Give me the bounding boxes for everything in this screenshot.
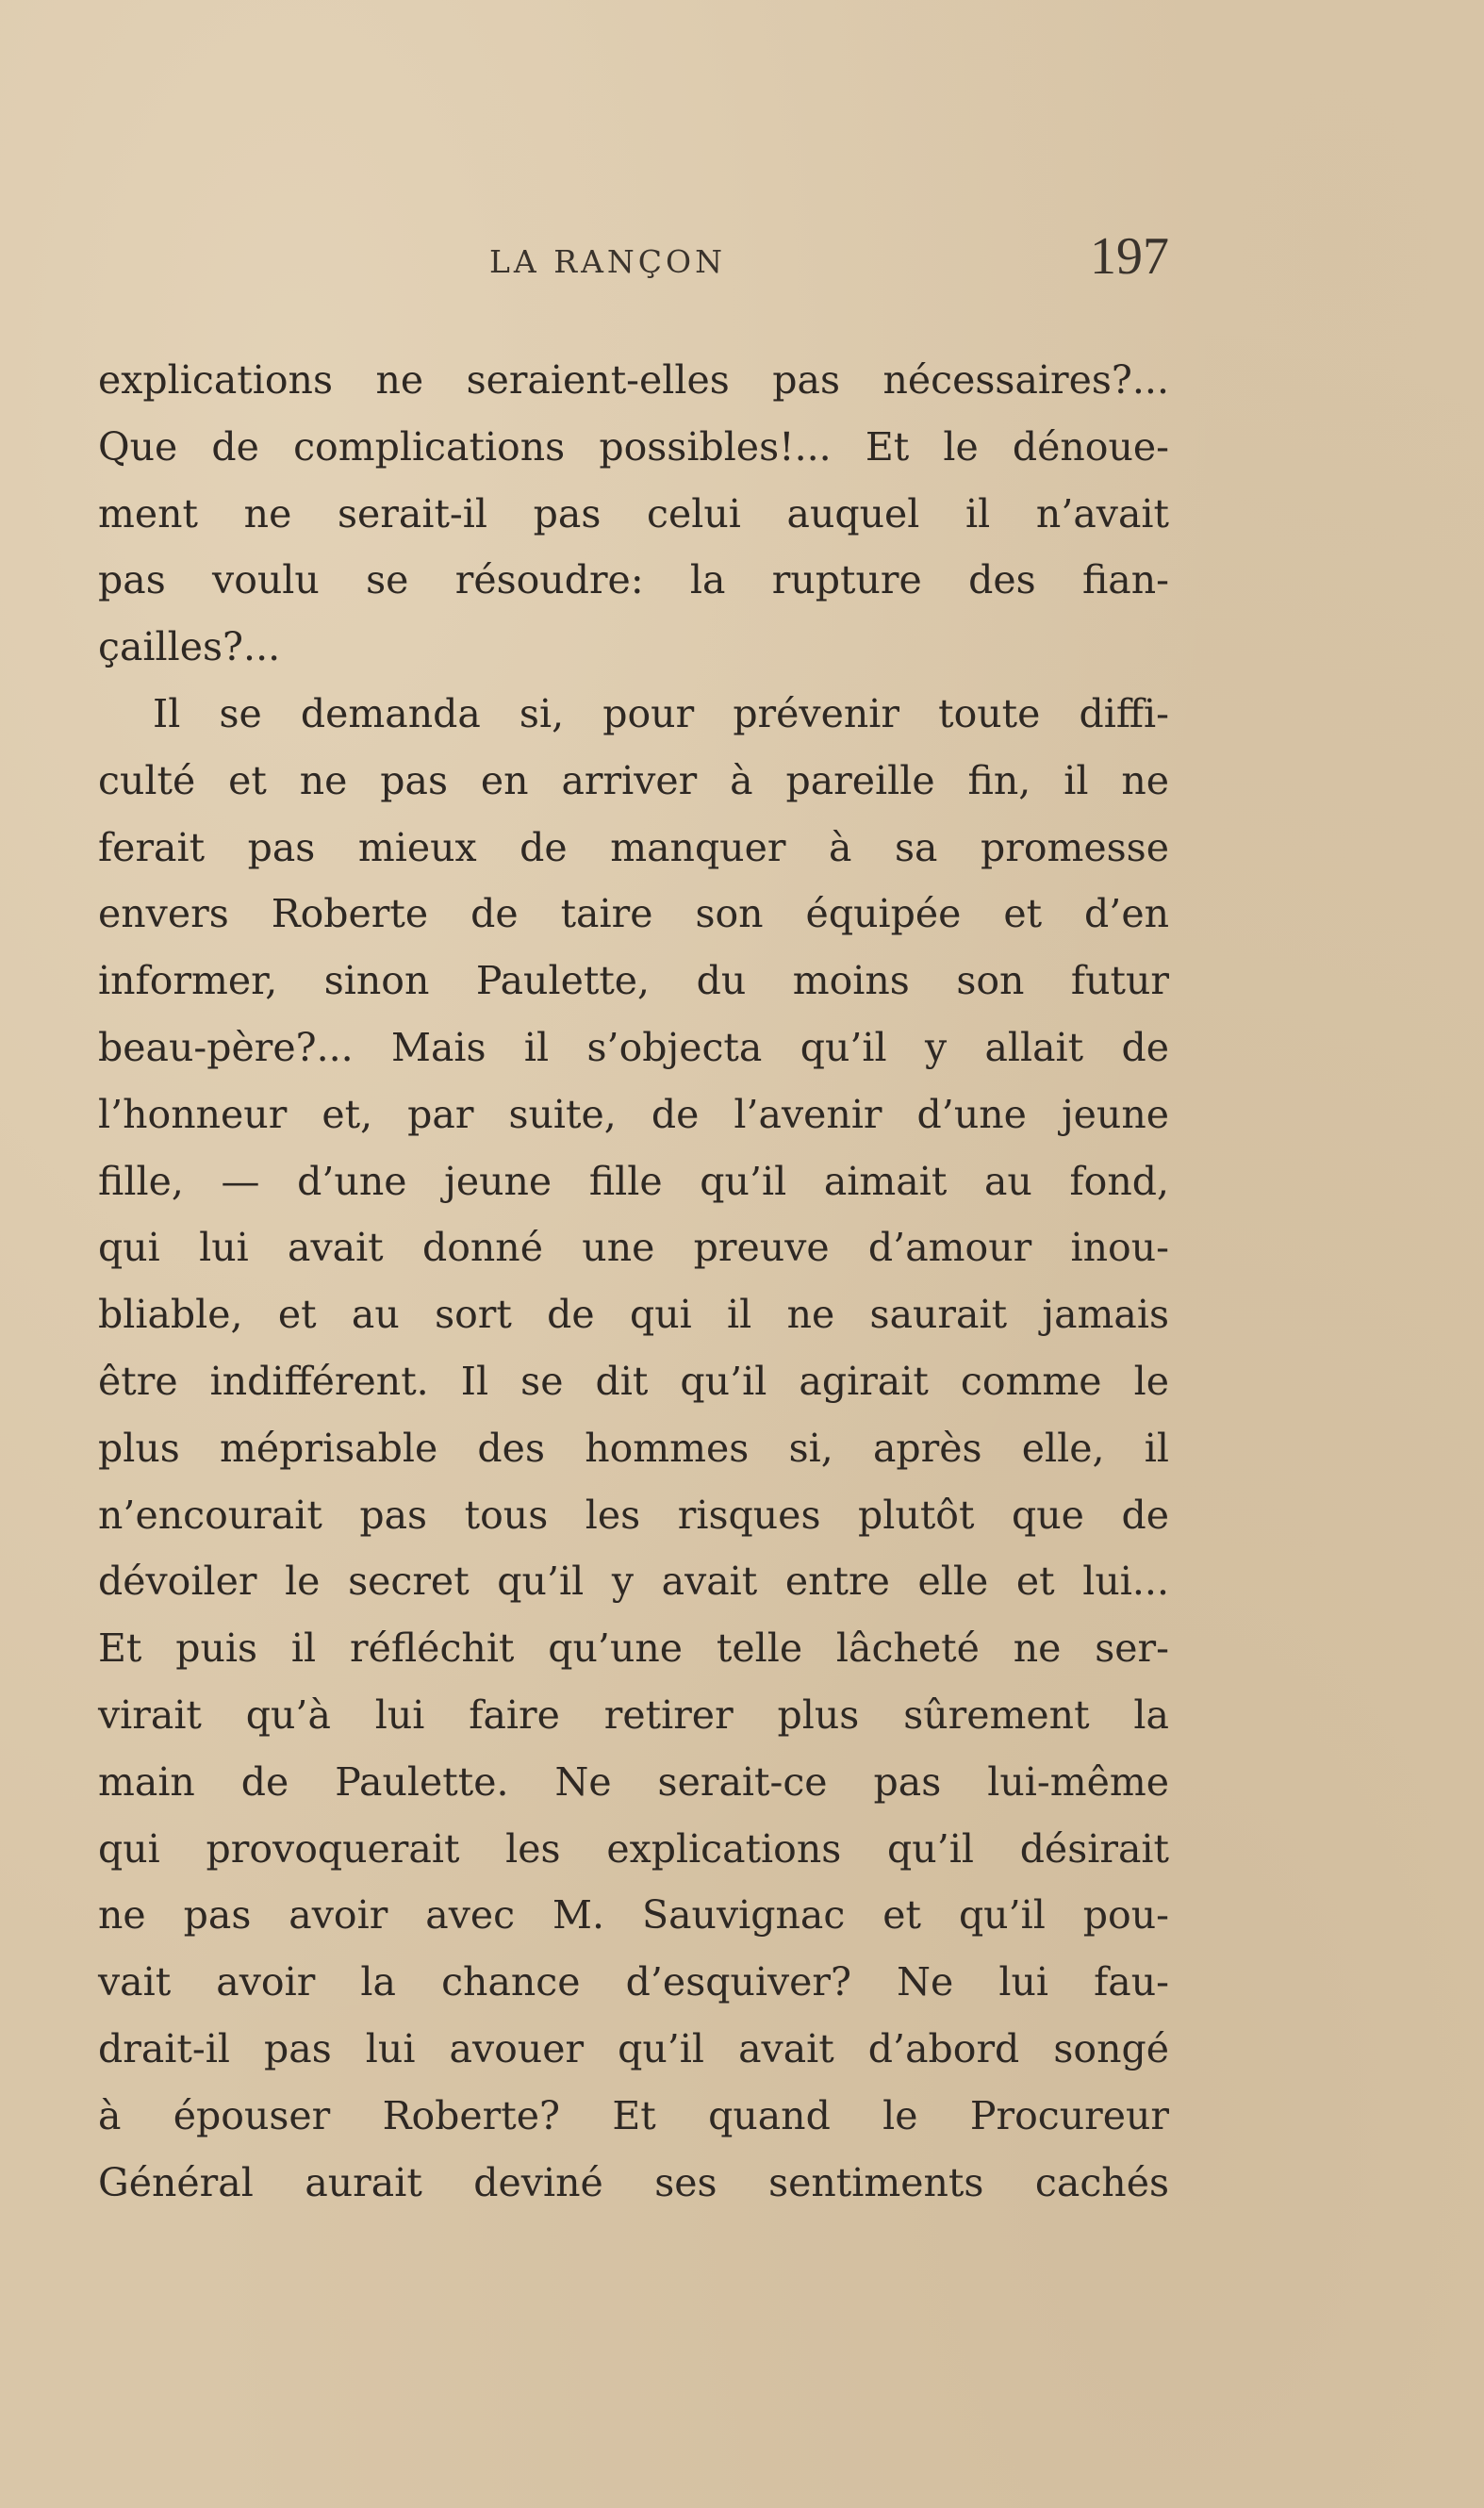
text-line: Que de complications possibles!... Et le dénoue-	[98, 423, 1169, 470]
running-head	[98, 226, 1169, 287]
text-line: l’honneur et, par suite, de l’avenir d’une jeune	[98, 1091, 1169, 1137]
text-line: qui lui avait donné une preuve d’amour inou-	[98, 1225, 1169, 1271]
text-line: beau-père?... Mais il s’objecta qu’il y allait de	[98, 1024, 1169, 1070]
text-line: vait avoir la chance d’esquiver? Ne lui fau-	[98, 1959, 1169, 2005]
page-number: 197	[1090, 227, 1169, 286]
running-title: LA RANÇON	[489, 243, 726, 280]
text-line: fille, — d’une jeune fille qu’il aimait au fond,	[98, 1158, 1169, 1204]
text-line: qui provoquerait les explications qu’il désirait	[98, 1825, 1169, 1872]
text-line: être indifférent. Il se dit qu’il agirait comme le	[98, 1358, 1169, 1404]
text-line: ne pas avoir avec M. Sauvignac et qu’il pou-	[98, 1892, 1169, 1939]
text-line: Il se demanda si, pour prévenir toute diffi-	[153, 690, 1169, 736]
text-line: envers Roberte de taire son équipée et d’en	[98, 891, 1169, 937]
text-body	[98, 347, 1169, 2216]
text-line: ferait pas mieux de manquer à sa promesse	[98, 824, 1169, 870]
text-line: pas voulu se résoudre: la rupture des fian-	[98, 557, 1169, 603]
text-line: à épouser Roberte? Et quand le Procureur	[98, 2092, 1169, 2138]
text-line: dévoiler le secret qu’il y avait entre elle et lui...	[98, 1559, 1169, 1605]
text-line: main de Paulette. Ne serait-ce pas lui-même	[98, 1758, 1169, 1805]
text-line: drait-il pas lui avouer qu’il avait d’abord songé	[98, 2025, 1169, 2071]
text-line: Général aurait deviné ses sentiments cachés	[98, 2159, 1169, 2205]
text-line: plus méprisable des hommes si, après elle, il	[98, 1425, 1169, 1471]
text-line: informer, sinon Paulette, du moins son futur	[98, 958, 1169, 1004]
text-line: virait qu’à lui faire retirer plus sûrement la	[98, 1691, 1169, 1738]
text-line: culté et ne pas en arriver à pareille fin, il ne	[98, 757, 1169, 803]
text-line: explications ne seraient-elles pas nécessaires?...	[98, 357, 1169, 403]
text-line: çailles?...	[98, 624, 281, 670]
text-line: n’encourait pas tous les risques plutôt que de	[98, 1492, 1169, 1538]
text-line: ment ne serait-il pas celui auquel il n’avait	[98, 490, 1169, 536]
text-line: Et puis il réfléchit qu’une telle lâcheté ne ser-	[98, 1625, 1169, 1672]
text-line: bliable, et au sort de qui il ne saurait jamais	[98, 1292, 1169, 1338]
